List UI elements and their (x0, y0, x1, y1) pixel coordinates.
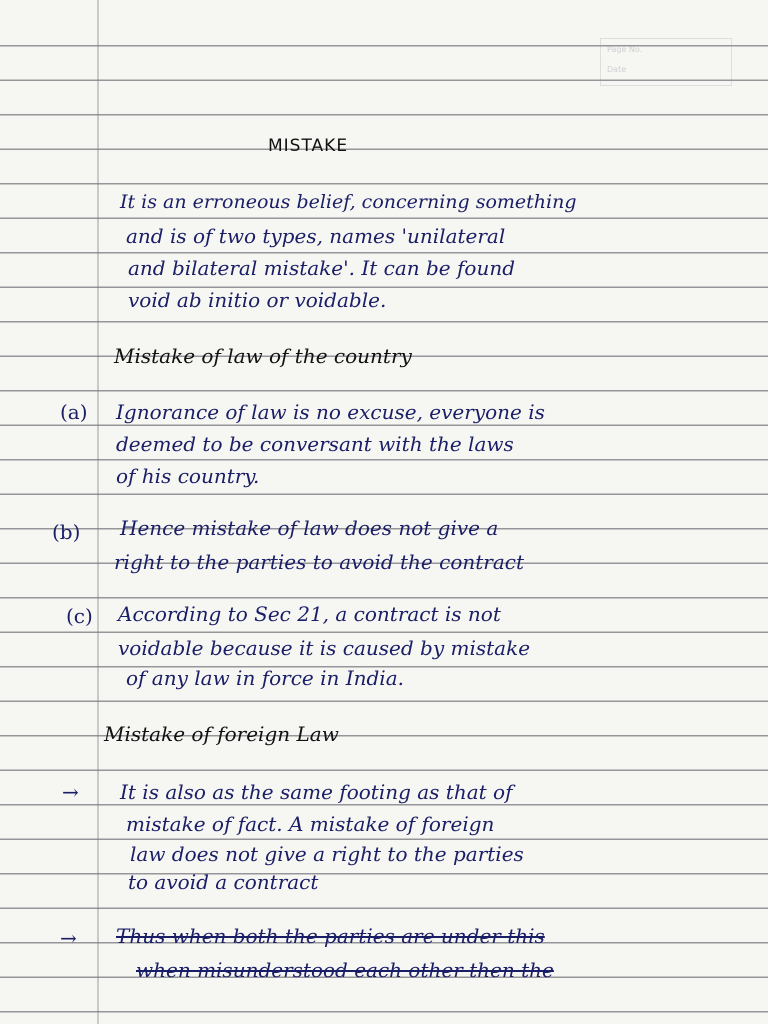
item-marker: → (60, 926, 77, 950)
item-marker: (c) (66, 604, 93, 628)
item-line: law does not give a right to the parties (130, 842, 524, 866)
margin-line (97, 0, 99, 1024)
item-line: It is also as the same footing as that of (120, 780, 513, 804)
section-heading: Mistake of law of the country (114, 344, 412, 368)
item-line: Ignorance of law is no excuse, everyone is (116, 400, 545, 424)
date-box (600, 38, 732, 86)
intro-line: It is an erroneous belief, concerning something (120, 191, 577, 213)
section-heading: Mistake of foreign Law (104, 722, 339, 746)
item-line: when misunderstood each other then the (136, 958, 554, 982)
page-no-label: Page No. (607, 45, 643, 54)
item-line: Hence mistake of law does not give a (120, 516, 499, 540)
item-line: deemed to be conversant with the laws (116, 432, 514, 456)
item-line: of any law in force in India. (126, 666, 404, 690)
intro-line: and bilateral mistake'. It can be found (128, 256, 516, 280)
date-label: Date (607, 65, 627, 74)
item-line: to avoid a contract (128, 870, 319, 894)
item-marker: (b) (52, 520, 81, 544)
item-line: According to Sec 21, a contract is not (118, 602, 501, 626)
item-line: voidable because it is caused by mistake (118, 636, 531, 660)
item-line: mistake of fact. A mistake of foreign (126, 812, 495, 836)
item-line: of his country. (116, 464, 260, 488)
intro-line: and is of two types, names 'unilateral (126, 224, 506, 248)
page-title: MISTAKE (268, 136, 349, 156)
intro-line: void ab initio or voidable. (128, 288, 387, 312)
item-line: Thus when both the parties are under this (116, 924, 545, 948)
item-line: right to the parties to avoid the contract (114, 550, 525, 574)
item-marker: (a) (60, 400, 88, 424)
item-marker: → (62, 780, 79, 804)
